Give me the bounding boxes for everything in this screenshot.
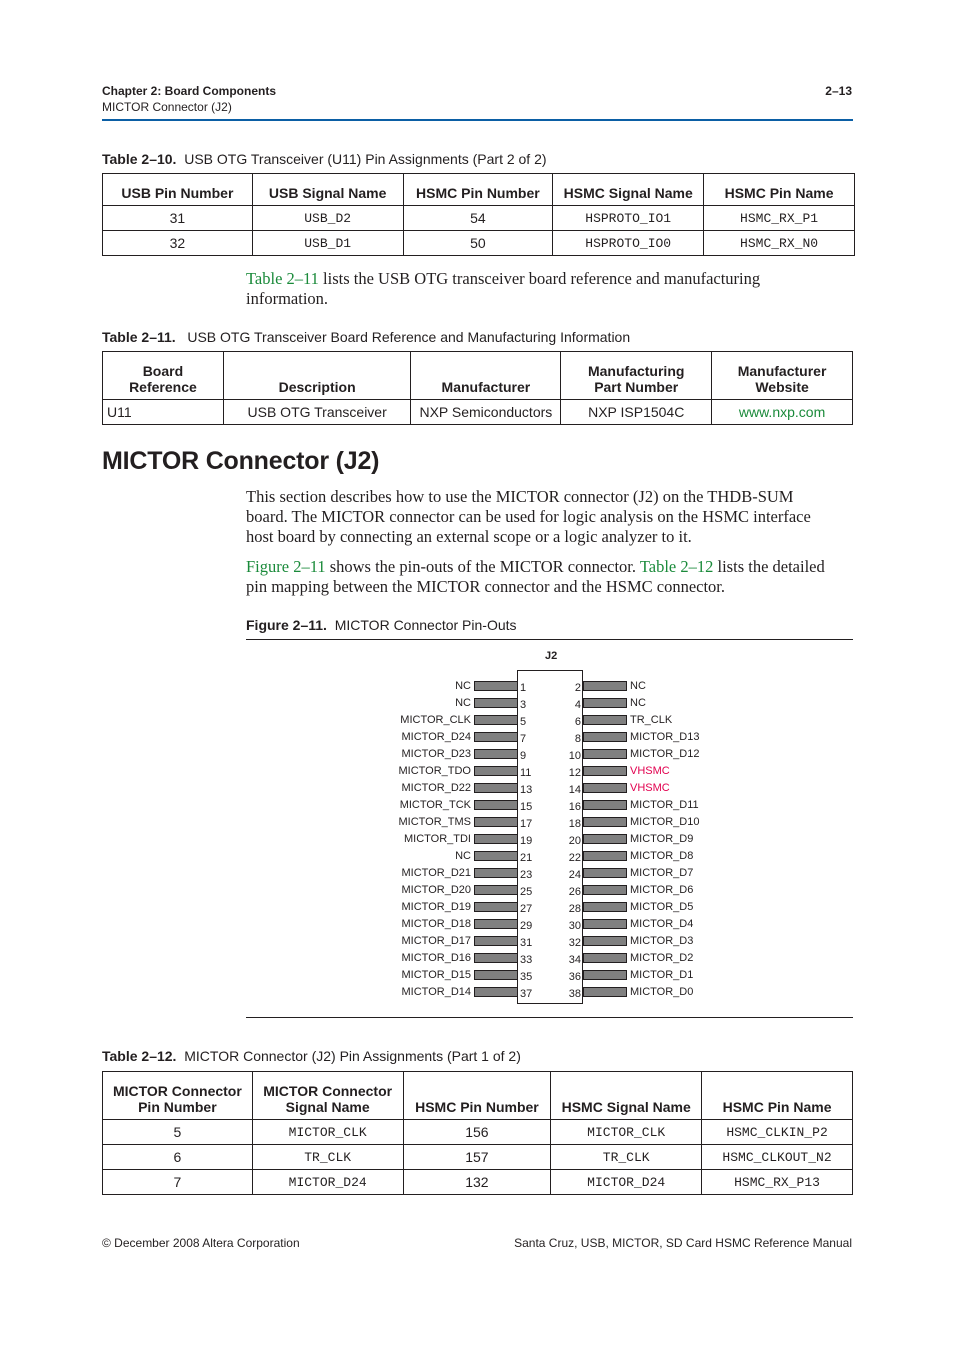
pin-label-right: MICTOR_D6 [630,884,694,896]
pin-label-left: MICTOR_D23 [401,748,471,760]
pin-bar-right [583,851,627,861]
pin-number-left: 5 [520,716,527,728]
table-header: MICTOR Connector Pin Number [103,1072,253,1120]
pin-bar-left [474,936,518,946]
table-cell: TR_CLK [551,1145,702,1170]
pin-number-left: 33 [520,954,533,966]
pin-number-right: 2 [574,682,581,694]
pin-label-left: MICTOR_TCK [399,799,471,811]
table-cell: USB OTG Transceiver [223,400,411,425]
table-cell: USB_D2 [252,206,403,231]
table-header: HSMC Signal Name [553,174,704,206]
pin-label-right: MICTOR_D5 [630,901,694,913]
pin-label-right: MICTOR_D1 [630,969,694,981]
caption-text: USB OTG Transceiver (U11) Pin Assignments (Part 2 of 2) [184,151,547,167]
pin-bar-right [583,766,627,776]
pin-label-left: MICTOR_D21 [401,867,471,879]
connector-name: J2 [545,650,558,662]
pin-number-right: 36 [568,971,581,983]
pin-number-left: 13 [520,784,533,796]
table-cell: MICTOR_CLK [252,1120,403,1145]
caption-text: MICTOR Connector (J2) Pin Assignments (Part 1 of 2) [184,1048,521,1064]
pin-label-right: VHSMC [630,765,670,777]
pin-bar-right [583,715,627,725]
pin-label-left: MICTOR_TMS [398,816,471,828]
paragraph-text: host board by connecting an external scope or a logic analyzer to it. [246,527,692,546]
pin-bar-right [583,970,627,980]
pin-bar-right [583,783,627,793]
table-header: USB Pin Number [103,174,253,206]
pin-bar-right [583,800,627,810]
figure-bottom-rule [246,1017,853,1018]
pin-label-right: MICTOR_D9 [630,833,694,845]
table-cell: 31 [103,206,253,231]
pin-bar-left [474,851,518,861]
pin-bar-right [583,732,627,742]
pin-number-right: 38 [568,988,581,1000]
pin-number-right: 14 [568,784,581,796]
pin-number-left: 19 [520,835,533,847]
pin-number-left: 7 [520,733,527,745]
table-2-12-link[interactable]: Table 2–12 [639,557,714,576]
pin-number-right: 26 [568,886,581,898]
table-2-10 [102,173,855,256]
pin-label-right: MICTOR_D7 [630,867,694,879]
pin-number-right: 22 [568,852,581,864]
paragraph-text: board. The MICTOR connector can be used for logic analysis on the HSMC interface [246,507,811,526]
pin-label-left: MICTOR_TDI [403,833,471,845]
pin-bar-left [474,783,518,793]
table-cell: 156 [403,1120,551,1145]
paragraph-mictor-description [246,487,856,547]
caption-label: Table 2–10. [102,151,177,167]
pin-bar-right [583,834,627,844]
pin-bar-left [474,800,518,810]
pin-label-left: MICTOR_D15 [401,969,471,981]
pin-label-left: NC [455,850,471,862]
pin-bar-left [474,919,518,929]
table-cell: HSMC_RX_P1 [704,206,855,231]
table-2-10-caption [102,151,547,167]
section-name: MICTOR Connector (J2) [102,100,232,114]
pin-bar-right [583,987,627,997]
footer-manual-title: Santa Cruz, USB, MICTOR, SD Card HSMC Reference Manual [514,1236,852,1250]
table-row [103,1145,853,1170]
pin-number-right: 18 [568,818,581,830]
pin-label-right: MICTOR_D2 [630,952,694,964]
paragraph-text: pin mapping between the MICTOR connector and the HSMC connector. [246,577,726,596]
pin-number-left: 23 [520,869,533,881]
table-cell: 32 [103,231,253,256]
pin-bar-left [474,715,518,725]
caption-label: Table 2–11. [102,329,176,345]
pin-number-right: 8 [574,733,581,745]
pin-bar-left [474,817,518,827]
pin-label-right: NC [630,697,646,709]
table-cell: 157 [403,1145,551,1170]
table-cell: HSMC_RX_P13 [702,1170,853,1195]
pin-bar-right [583,698,627,708]
table-row [103,231,855,256]
table-cell: NXP Semiconductors [411,400,561,425]
pin-label-right: MICTOR_D8 [630,850,694,862]
table-cell: MICTOR_D24 [551,1170,702,1195]
table-cell: MICTOR_D24 [252,1170,403,1195]
pin-number-left: 15 [520,801,533,813]
pin-label-right: MICTOR_D10 [630,816,700,828]
table-cell: HSMC_RX_N0 [704,231,855,256]
pin-label-left: MICTOR_CLK [400,714,471,726]
caption-text: USB OTG Transceiver Board Reference and Manufacturing Information [187,329,631,345]
pin-number-right: 28 [568,903,581,915]
figure-2-11-link[interactable]: Figure 2–11 [246,557,326,576]
pin-bar-left [474,698,518,708]
table-header: HSMC Pin Name [702,1072,853,1120]
caption-text: MICTOR Connector Pin-Outs [334,617,517,633]
footer-copyright: © December 2008 Altera Corporation [102,1236,300,1250]
nxp-website-link[interactable]: www.nxp.com [712,400,853,425]
pin-number-right: 30 [568,920,581,932]
table-cell: MICTOR_CLK [551,1120,702,1145]
paragraph-text: This section describes how to use the MICTOR connector (J2) on the THDB-SUM [246,487,794,506]
pin-bar-left [474,681,518,691]
table-header: Board Reference [103,352,224,400]
pin-label-left: NC [455,680,471,692]
pin-bar-right [583,868,627,878]
table-header: USB Signal Name [252,174,403,206]
table-cell: USB_D1 [252,231,403,256]
table-row [103,400,853,425]
table-2-11-caption [102,329,630,345]
table-header: HSMC Signal Name [551,1072,702,1120]
table-cell: 7 [103,1170,253,1195]
pin-number-left: 17 [520,818,533,830]
pin-number-right: 4 [574,699,581,711]
pin-bar-left [474,749,518,759]
pin-number-left: 27 [520,903,533,915]
header-rule [102,119,853,121]
pin-number-right: 12 [568,767,581,779]
pin-label-left: MICTOR_TDO [398,765,471,777]
table-header: Manufacturing Part Number [561,352,712,400]
paragraph-figure-intro [246,557,856,597]
pin-bar-right [583,919,627,929]
paragraph-text: shows the pin-outs of the MICTOR connector. [325,557,640,576]
pin-label-left: MICTOR_D19 [401,901,471,913]
pin-label-right: MICTOR_D4 [630,918,694,930]
pin-number-left: 1 [520,682,527,694]
pin-bar-left [474,970,518,980]
pin-bar-right [583,817,627,827]
paragraph-text: lists the USB OTG transceiver board reference and manufacturing [318,269,761,288]
table-header: HSMC Pin Name [704,174,855,206]
pin-bar-left [474,732,518,742]
paragraph-text: lists the detailed [713,557,825,576]
table-header: Manufacturer [411,352,561,400]
pin-bar-left [474,766,518,776]
table-cell: U11 [103,400,224,425]
page-number: 2–13 [825,84,852,98]
pin-bar-left [474,885,518,895]
paragraph-text: information. [246,289,329,308]
pin-label-right: VHSMC [630,782,670,794]
table-row [103,1170,853,1195]
pin-bar-left [474,834,518,844]
paragraph-table-2-11-intro [246,269,856,309]
table-cell: HSPROTO_IO1 [553,206,704,231]
pin-bar-right [583,681,627,691]
pin-label-left: MICTOR_D17 [401,935,471,947]
pin-label-left: MICTOR_D14 [401,986,471,998]
pin-number-left: 37 [520,988,533,1000]
figure-top-rule [246,639,853,640]
pin-number-right: 20 [568,835,581,847]
table-header: Description [223,352,411,400]
table-2-12 [102,1071,853,1195]
pin-label-right: MICTOR_D13 [630,731,700,743]
table-header: HSMC Pin Number [403,174,553,206]
table-2-11-link[interactable]: Table 2–11 [246,269,319,288]
pin-number-left: 31 [520,937,533,949]
table-2-12-caption [102,1048,521,1064]
pin-bar-right [583,953,627,963]
table-row [103,206,855,231]
table-cell: 6 [103,1145,253,1170]
chapter-title: Chapter 2: Board Components [102,84,277,98]
table-header: Manufacturer Website [712,352,853,400]
pin-bar-right [583,749,627,759]
table-row [103,1120,853,1145]
pin-number-right: 34 [568,954,581,966]
pin-label-right: TR_CLK [630,714,673,726]
pin-label-right: MICTOR_D3 [630,935,694,947]
table-cell: HSMC_CLKIN_P2 [702,1120,853,1145]
table-cell: 132 [403,1170,551,1195]
pin-number-right: 10 [568,750,581,762]
pin-number-right: 32 [568,937,581,949]
pin-bar-left [474,953,518,963]
pin-bar-right [583,936,627,946]
pin-label-left: MICTOR_D24 [401,731,471,743]
pin-label-right: MICTOR_D11 [630,799,699,811]
pin-bar-right [583,902,627,912]
table-cell: 5 [103,1120,253,1145]
pin-label-right: MICTOR_D0 [630,986,694,998]
pin-number-right: 16 [568,801,581,813]
caption-label: Figure 2–11. [246,617,327,633]
table-cell: 54 [403,206,553,231]
table-cell: 50 [403,231,553,256]
pin-label-right: NC [630,680,646,692]
pin-label-left: MICTOR_D18 [401,918,471,930]
pin-number-left: 29 [520,920,533,932]
table-2-11 [102,351,853,425]
section-heading: MICTOR Connector (J2) [102,447,380,475]
pin-number-left: 25 [520,886,533,898]
pin-bar-left [474,868,518,878]
pin-label-left: MICTOR_D20 [401,884,471,896]
pin-number-left: 11 [520,767,532,779]
pin-bar-left [474,902,518,912]
table-cell: HSPROTO_IO0 [553,231,704,256]
table-header: HSMC Pin Number [403,1072,551,1120]
pin-number-right: 24 [568,869,581,881]
table-cell: HSMC_CLKOUT_N2 [702,1145,853,1170]
pin-label-left: NC [455,697,471,709]
pin-label-right: MICTOR_D12 [630,748,700,760]
pin-number-left: 35 [520,971,533,983]
table-cell: TR_CLK [252,1145,403,1170]
pin-number-left: 3 [520,699,527,711]
table-header: MICTOR Connector Signal Name [252,1072,403,1120]
pin-bar-left [474,987,518,997]
pin-label-left: MICTOR_D22 [401,782,471,794]
figure-2-11-caption [246,617,517,633]
pin-bar-right [583,885,627,895]
pin-number-right: 6 [574,716,581,728]
table-cell: NXP ISP1504C [561,400,712,425]
pin-label-left: MICTOR_D16 [401,952,471,964]
caption-label: Table 2–12. [102,1048,177,1064]
pin-number-left: 9 [520,750,527,762]
pin-number-left: 21 [520,852,533,864]
